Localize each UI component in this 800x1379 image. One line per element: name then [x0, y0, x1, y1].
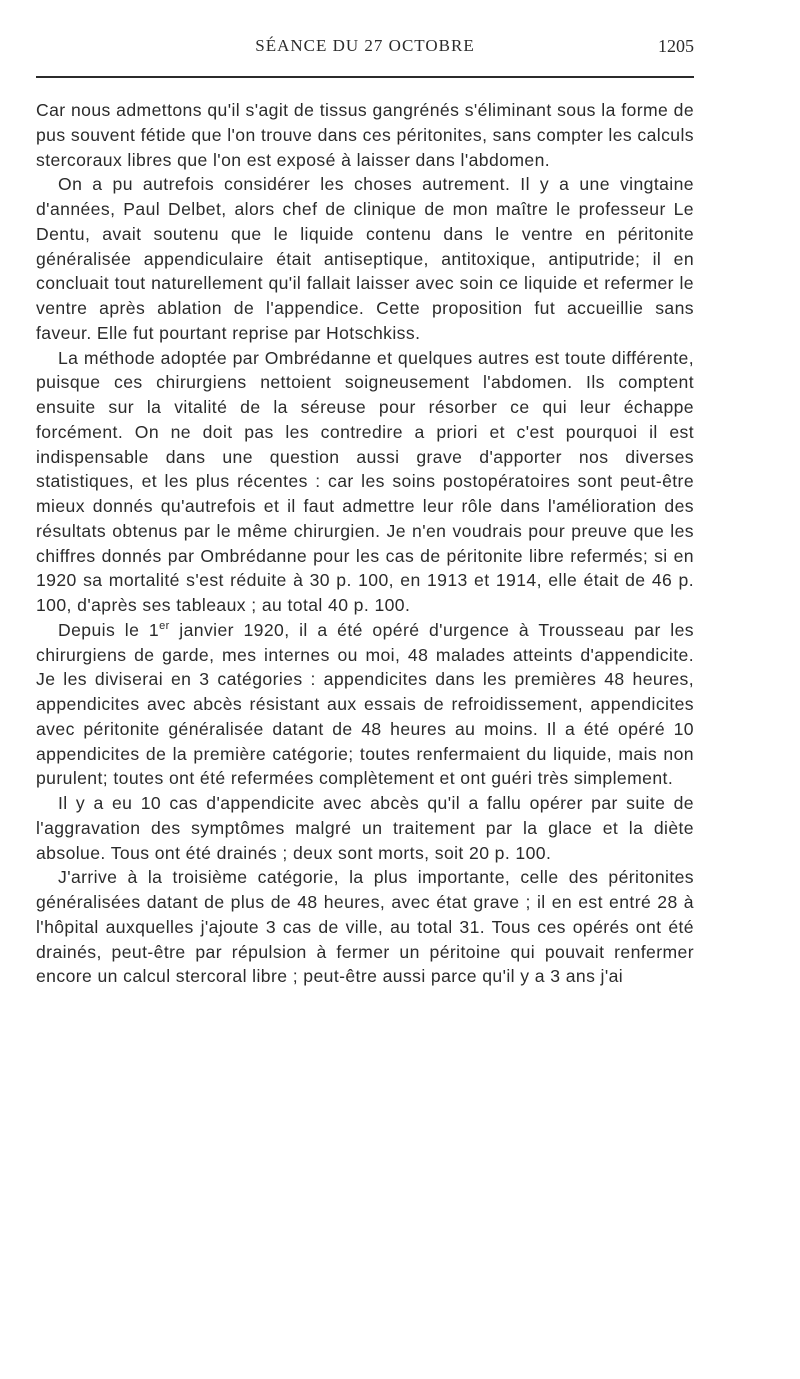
header-rule: [36, 76, 694, 78]
ordinal-superscript: er: [159, 619, 170, 632]
paragraph: [36, 172, 694, 345]
paragraph: [36, 865, 694, 989]
paragraph: [36, 98, 694, 172]
running-title: SÉANCE DU 27 OCTOBRE: [255, 36, 475, 55]
paragraph-text: On a pu autrefois considérer les choses autrement. Il y a une vingtaine d'années, Paul Delbet, alors chef de clinique de mon maître le professeur Le Dentu, avait soutenu que le liquide contenu dans le ventre en péritonite généralisée appendiculaire était antiseptique, antitoxique, antiputride; il en concluait tout naturellement qu'il fallait laisser avec soin ce liquide et refermer le ventre après ablation de l'appendice. Cette proposition fut accueillie sans faveur. Elle fut pourtant reprise par Hotschkiss.: [36, 174, 694, 343]
paragraph-text: J'arrive à la troisième catégorie, la plus importante, celle des péritonites généralisées datant de plus de 48 heures, avec état grave ; il en est entré 28 à l'hôpital auxquelles j'ajoute 3 cas de ville, au total 31. Tous ces opérés ont été drainés, peut-être par répulsion à fermer un péritoine qui pouvait renfermer encore un calcul stercoral libre ; peut-être aussi parce qu'il y a 3 ans j'ai: [36, 867, 694, 987]
paragraph-text: Car nous admettons qu'il s'agit de tissus gangrénés s'éliminant sous la forme de pus souvent fétide que l'on trouve dans ces péritonites, sans compter les calculs stercoraux libres que l'on est exposé à laisser dans l'abdomen.: [36, 100, 694, 170]
paragraph: [36, 346, 694, 618]
paragraph: [36, 618, 694, 791]
page-number: 1205: [658, 36, 694, 56]
running-head: [36, 36, 694, 62]
paragraph-text-start: Depuis le 1: [58, 619, 160, 640]
paragraph: [36, 791, 694, 865]
paragraph-text: Il y a eu 10 cas d'appendicite avec abcès qu'il a fallu opérer par suite de l'aggravation des symptômes malgré un traitement par la glace et la diète absolue. Tous ont été drainés ; deux sont morts, soit 20 p. 100.: [36, 793, 694, 863]
paragraph-text: La méthode adoptée par Ombrédanne et quelques autres est toute différente, puisque ces chirurgiens nettoient soigneusement l'abdomen. Ils comptent ensuite sur la vitalité de la séreuse pour résorber ce qui leur échappe forcément. On ne doit pas les contredire a priori et c'est pourquoi il est indispensable dans une question aussi grave d'apporter nos diverses statistiques, et les plus récentes : car les soins postopératoires sont peut-être mieux donnés qu'autrefois et il faut admettre leur rôle dans l'amélioration des résultats obtenus par le même chirurgien. Je n'en voudrais pour preuve que les chiffres donnés par Ombrédanne pour les cas de péritonite libre refermés; si en 1920 sa mortalité s'est réduite à 30 p. 100, en 1913 et 1914, elle était de 46 p. 100, d'après ses tableaux ; au total 40 p. 100.: [36, 347, 694, 615]
body-text: [36, 98, 694, 989]
paragraph-text: janvier 1920, il a été opéré d'urgence à Trousseau par les chirurgiens de garde, mes internes ou moi, 48 malades atteints d'appendicite. Je les diviserai en 3 catégories : appendicites dans les premières 48 heures, appendicites avec abcès résistant aux essais de refroidissement, appendicites avec péritonite généralisée datant de 48 heures au moins. Il a été opéré 10 appendicites de la première catégorie; toutes renfermaient du liquide, mais non purulent; toutes ont été refermées complètement et ont guéri très simplement.: [36, 619, 694, 789]
